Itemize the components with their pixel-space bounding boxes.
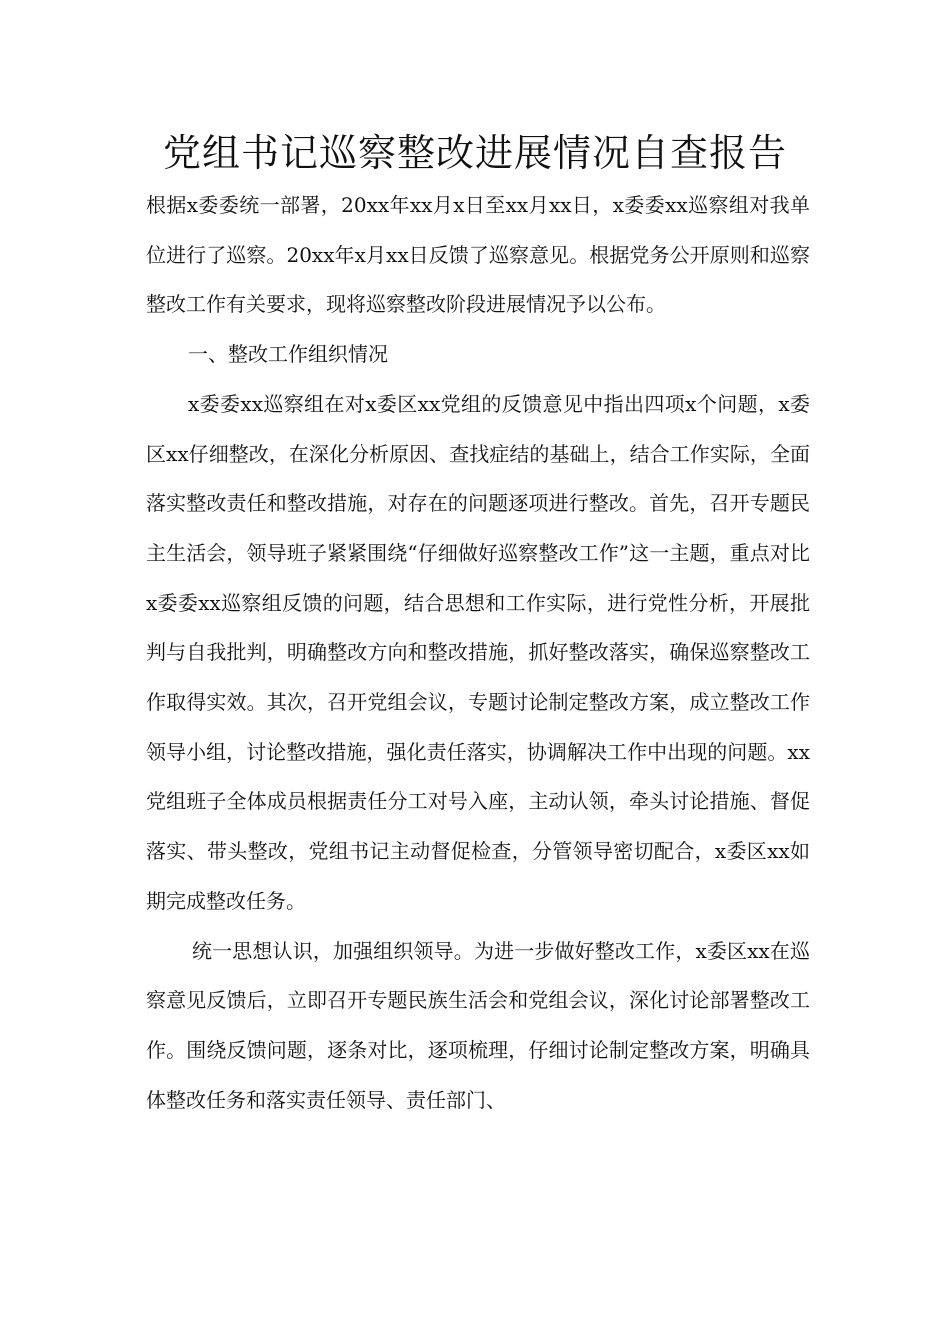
document-title: 党组书记巡察整改进展情况自查报告 xyxy=(162,131,787,175)
document-body xyxy=(146,181,810,1125)
paragraph-intro: 根据x委委统一部署，20xx年xx月x日至xx月xx日，x委委xx巡察组对我单位进行了巡察。20xx年x月xx日反馈了巡察意见。根据党务公开原则和巡察整改工作有关要求，现将巡察整改阶段进展情况予以公布。 xyxy=(146,193,810,317)
paragraph-organization: x委委xx巡察组在对x委区xx党组的反馈意见中指出四项x个问题，x委区xx仔细整改，在深化分析原因、查找症结的基础上，结合工作实际，全面落实整改责任和整改措施，对存在的问题逐项进行整改。首先，召开专题民主生活会，领导班子紧紧围绕“仔细做好巡察整改工作”这一主题，重点对比x委委xx巡察组反馈的问题，结合思想和工作实际，进行党性分析，开展批判与自我批判，明确整改方向和整改措施，抓好整改落实，确保巡察整改工作取得实效。其次，召开党组会议，专题讨论制定整改方案，成立整改工作领导小组，讨论整改措施，强化责任落实，协调解决工作中出现的问题。xx党组班子全体成员根据责任分工对号入座，主动认领，牵头讨论措施、督促落实、带头整改，党组书记主动督促检查，分管领导密切配合，x委区xx如期完成整改任务。 xyxy=(146,391,810,913)
section-heading-organization: 一、整改工作组织情况 xyxy=(188,342,388,367)
paragraph-unify-thinking: 统一思想认识，加强组织领导。为进一步做好整改工作，x委区xx在巡察意见反馈后，立即召开专题民族生活会和党组会议，深化讨论部署整改工作。围绕反馈问题，逐条对比，逐项梳理，仔细讨论制定整改方案，明确具体整改任务和落实责任领导、责任部门、 xyxy=(146,938,810,1112)
